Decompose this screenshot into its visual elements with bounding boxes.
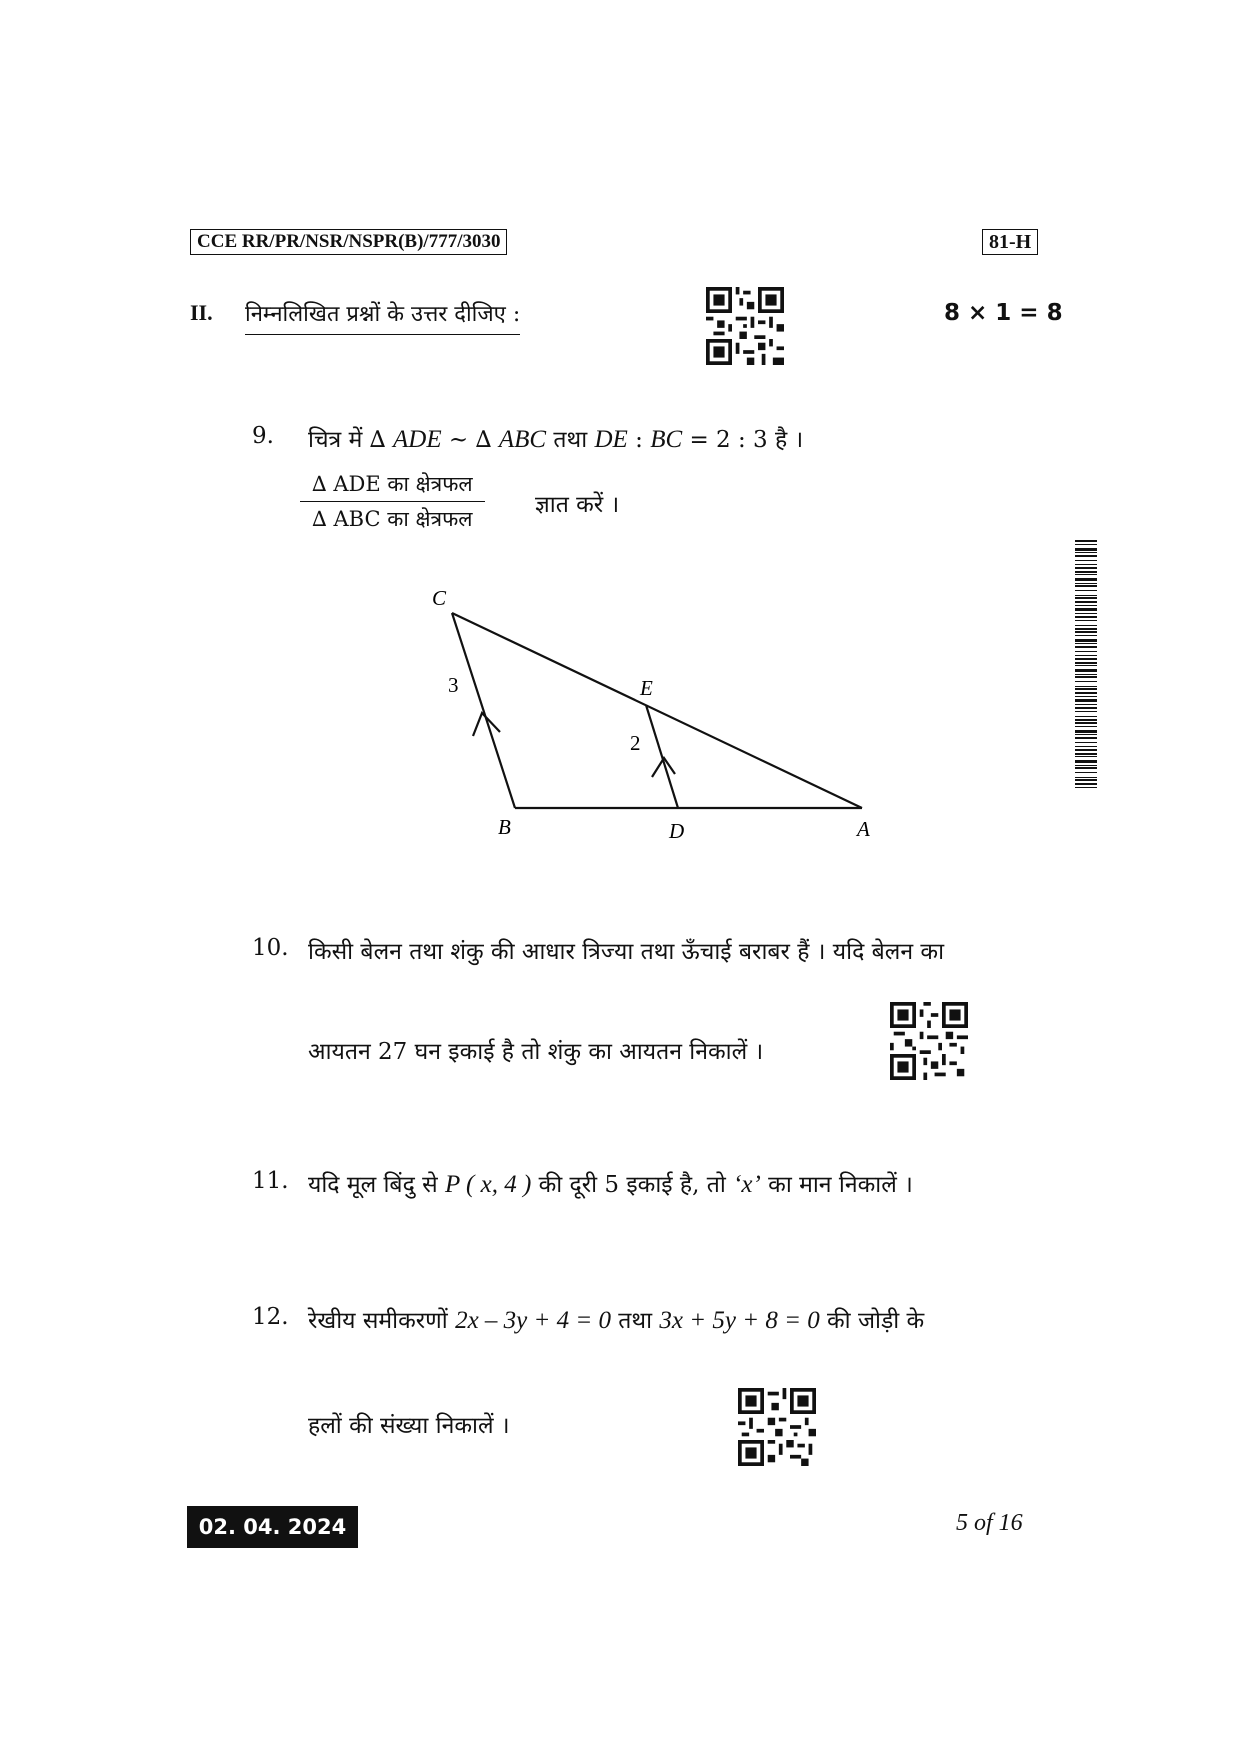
- vertex-label-a: A: [857, 817, 870, 841]
- exam-date: 02. 04. 2024: [187, 1506, 358, 1548]
- q12-mid: तथा: [611, 1308, 660, 1334]
- q9-side-bc: BC: [650, 426, 683, 453]
- vertex-label-e: E: [640, 676, 653, 700]
- qr-code-icon: [706, 287, 784, 365]
- page-number: 5 of 16: [956, 1510, 1023, 1536]
- q11-post: का मान निकालें ।: [760, 1172, 913, 1198]
- q12-pre: रेखीय समीकरणों: [308, 1308, 456, 1334]
- vertex-label-d: D: [669, 819, 685, 843]
- question-12-line2: हलों की संख्या निकालें ।: [308, 1413, 510, 1439]
- q11-pre: यदि मूल बिंदु से: [308, 1172, 445, 1198]
- length-label-de: 2: [630, 731, 641, 755]
- q11-mid: की दूरी 5 इकाई है, तो: [531, 1172, 734, 1198]
- q12-equation-1: 2x – 3y + 4 = 0: [455, 1307, 611, 1334]
- q9-prefix: चित्र में ∆: [308, 427, 394, 453]
- question-11-text: [308, 1167, 913, 1199]
- q12-post: की जोड़ी के: [819, 1308, 925, 1334]
- question-10-line2: आयतन 27 घन इकाई है तो शंकु का आयतन निकालें ।: [308, 1039, 764, 1065]
- q9-and: तथा: [546, 427, 595, 453]
- qr-code-icon: [890, 1002, 968, 1080]
- side-cb: [452, 613, 515, 808]
- question-12-line1: [308, 1303, 924, 1335]
- question-10-line1: किसी बेलन तथा शंकु की आधार त्रिज्या तथा ऊँचाई बराबर हैं । यदि बेलन का: [308, 939, 945, 965]
- area-ratio-fraction: [300, 470, 485, 533]
- fraction-denominator: ∆ ABC का क्षेत्रफल: [312, 507, 473, 531]
- q9-similar: ~ ∆: [441, 427, 499, 453]
- question-10-number: 10.: [252, 935, 289, 961]
- parallel-arrow-bc: [473, 713, 500, 736]
- q11-point: P ( x, 4 ): [444, 1171, 532, 1198]
- length-label-bc: 3: [448, 673, 459, 697]
- q9-ratio: = 2 : 3 है ।: [682, 427, 804, 453]
- triangle-figure: [420, 580, 900, 850]
- side-ed: [646, 705, 678, 808]
- section-number: II.: [190, 300, 213, 325]
- paper-code: CCE RR/PR/NSR/NSPR(B)/777/3030: [190, 229, 507, 255]
- qr-code-icon: [738, 1388, 816, 1466]
- section-marks: 8 × 1 = 8: [944, 300, 1063, 326]
- q9-colon: :: [627, 427, 651, 453]
- vertex-label-c: C: [432, 586, 447, 610]
- vertex-label-b: B: [498, 815, 511, 839]
- section-title: निम्नलिखित प्रश्नों के उत्तर दीजिए :: [245, 298, 520, 335]
- fraction-numerator: ∆ ADE का क्षेत्रफल: [300, 470, 485, 502]
- q11-var: ‘x’: [733, 1171, 761, 1198]
- question-9-suffix: ज्ञात करें ।: [535, 492, 620, 518]
- question-9-number: 9.: [252, 423, 274, 449]
- parallel-arrow-de: [652, 758, 675, 777]
- barcode-icon: [1075, 540, 1097, 792]
- side-ca: [452, 613, 862, 808]
- q12-equation-2: 3x + 5y + 8 = 0: [659, 1307, 820, 1334]
- question-11-number: 11.: [252, 1168, 289, 1194]
- q9-side-de: DE: [594, 426, 628, 453]
- question-9-text: [308, 422, 1048, 454]
- subject-code: 81-H: [982, 229, 1038, 255]
- question-12-number: 12.: [252, 1304, 289, 1330]
- q9-triangle-abc: ABC: [498, 426, 547, 453]
- q9-triangle-ade: ADE: [393, 426, 442, 453]
